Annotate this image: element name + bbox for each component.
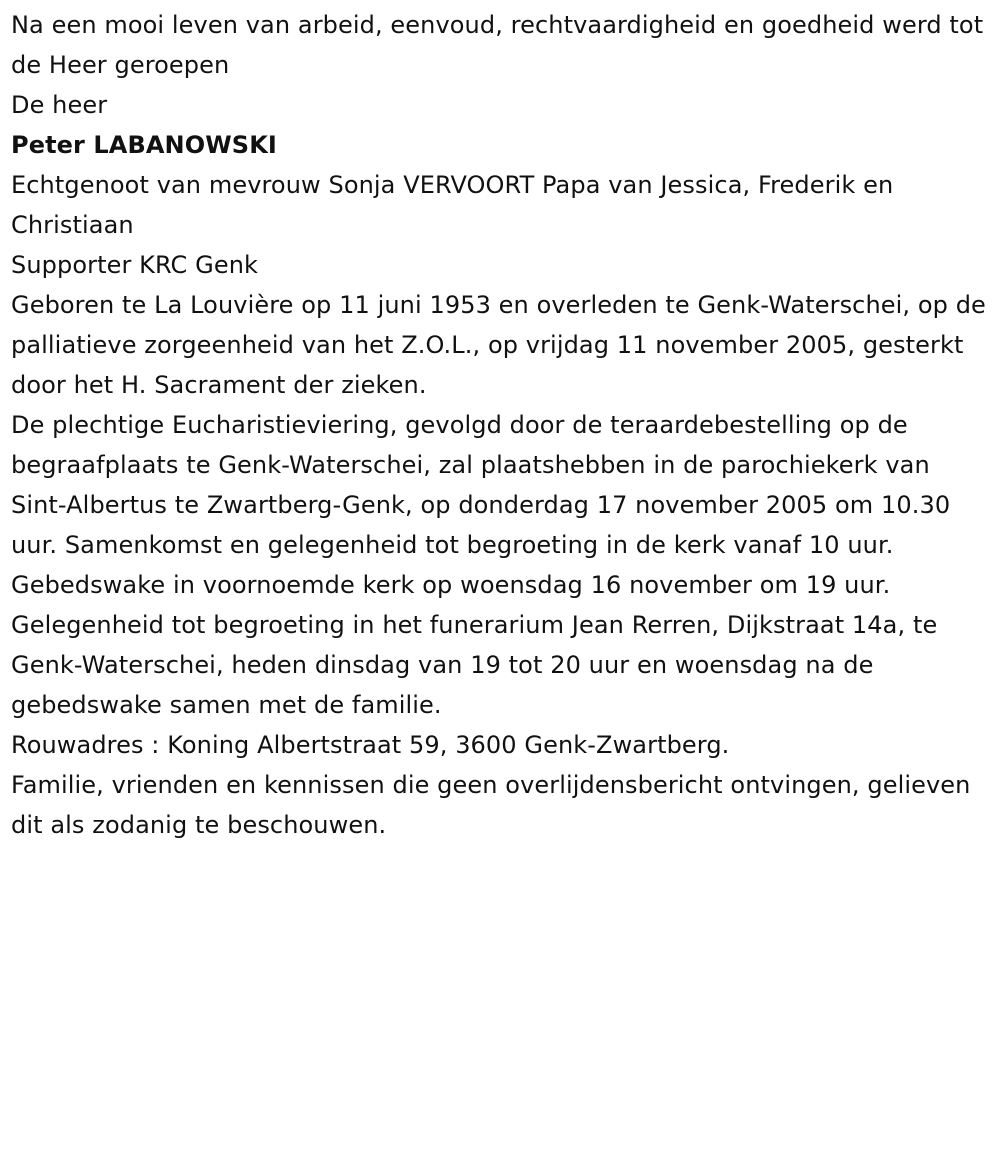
closing-text: Familie, vrienden en kennissen die geen overlijdensbericht ontvingen, gelieven dit als zodanig te beschouwen.	[11, 771, 971, 839]
family-relations: Echtgenoot van mevrouw Sonja VERVOORT Papa van Jessica, Frederik en Christiaan	[11, 171, 894, 239]
intro-text: Na een mooi leven van arbeid, eenvoud, rechtvaardigheid en goedheid werd tot de Heer geroepen	[11, 11, 984, 79]
deceased-name: Peter LABANOWSKI	[11, 131, 277, 159]
birth-death-text: Geboren te La Louvière op 11 juni 1953 en overleden te Genk-Waterschei, op de palliatieve zorgeenheid van het Z.O.L., op vrijdag 11 november 2005, gesterkt door het H. Sacrament der zieken.	[11, 291, 986, 399]
salutation: De heer	[11, 91, 108, 119]
ceremony-text: De plechtige Eucharistieviering, gevolgd door de teraardebestelling op de begraafplaats te Genk-Waterschei, zal plaatshebben in de parochiekerk van Sint-Albertus te Zwartberg-Genk, op donderdag 17 november 2005 om 10.30 uur. Samenkomst en gelegenheid tot begroeting in de kerk vanaf 10 uur. Gebedswake in voornoemde kerk op woensdag 16 november om 19 uur. Gelegenheid tot begroeting in het funerarium Jean Rerren, Dijkstraat 14a, te Genk-Waterschei, heden dinsdag van 19 tot 20 uur en woensdag na de gebedswake samen met de familie.	[11, 411, 951, 719]
mourning-address: Rouwadres : Koning Albertstraat 59, 3600 Genk-Zwartberg.	[11, 731, 730, 759]
supporter-text: Supporter KRC Genk	[11, 251, 259, 279]
